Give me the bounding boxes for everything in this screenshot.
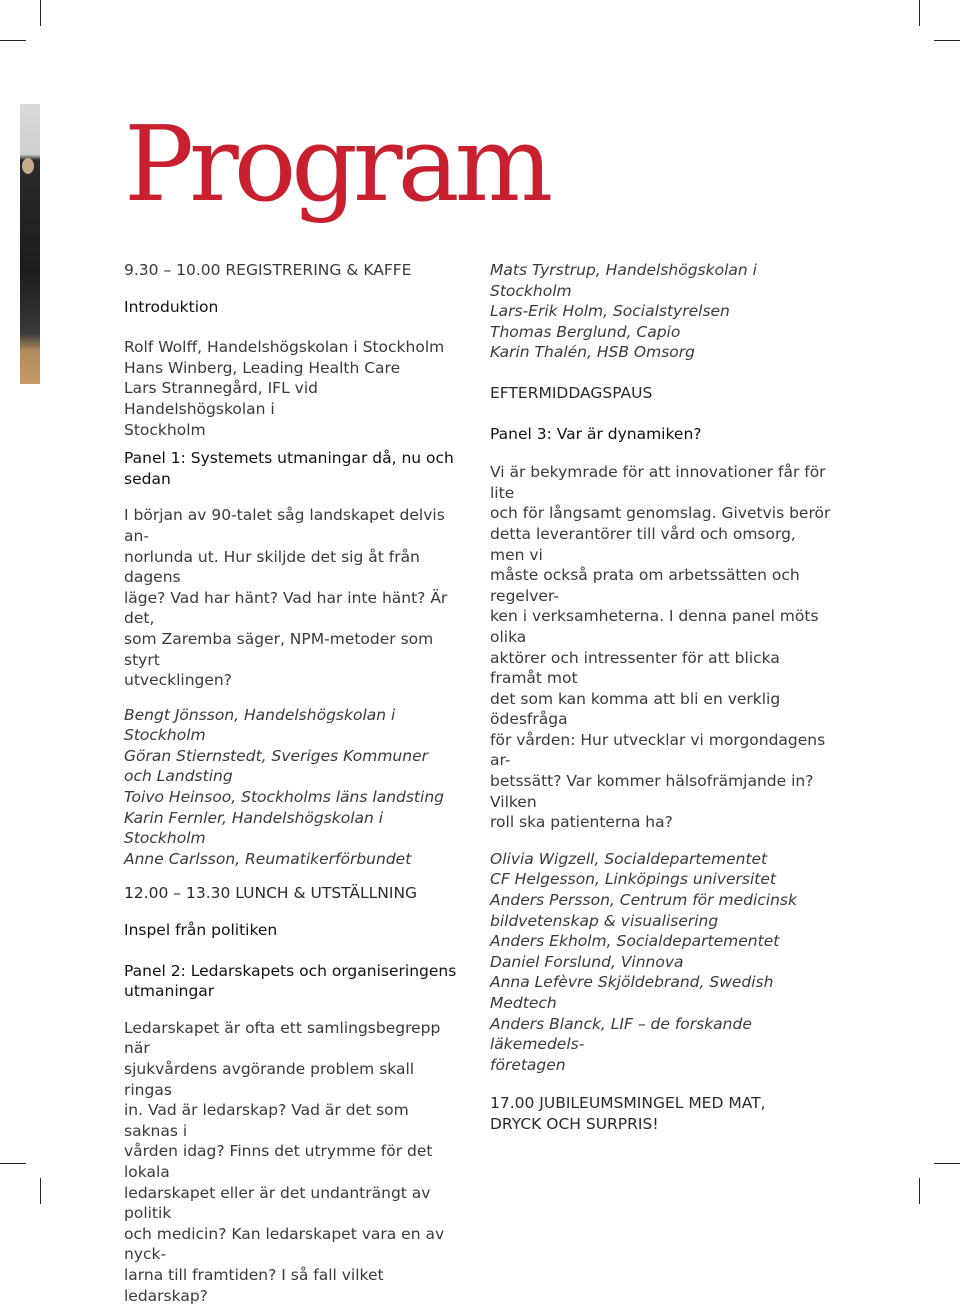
left-column (124, 260, 464, 1306)
text-line: utvecklingen? (124, 671, 232, 690)
text-line: betssätt? Var kommer hälsofrämjande in? Vilken (490, 772, 814, 811)
speaker-line: Lars Strannegård, IFL vid Handelshögskolan i (124, 379, 318, 418)
panel2-text (124, 1018, 464, 1306)
photo-person (22, 158, 34, 174)
speaker-line: Mats Tyrstrup, Handelshögskolan i Stockholm (490, 261, 757, 300)
speaker-line: företagen (490, 1055, 566, 1074)
text-line: detta leverantörer till vård och omsorg, men vi (490, 524, 796, 564)
crop-mark (919, 0, 920, 26)
panel1-heading: Panel 1: Systemets utmaningar då, nu och sedan (124, 449, 454, 488)
heading-line: Panel 2: Ledarskapets och organiseringens (124, 961, 457, 980)
panel2-heading (124, 961, 464, 1002)
politics-heading: Inspel från politiken (124, 921, 278, 940)
text-line: roll ska patienterna ha? (490, 813, 673, 832)
panel3-heading: Panel 3: Var är dynamiken? (490, 424, 702, 443)
text-line: vården idag? Finns det utrymme för det lokala (124, 1142, 433, 1181)
intro-speakers (124, 337, 464, 440)
right-column (490, 260, 835, 1135)
heading-line: utmaningar (124, 982, 215, 1001)
closing-mingle (490, 1093, 835, 1134)
text-line: in. Vad är ledarskap? Vad är det som saknas i (124, 1101, 409, 1140)
speaker-line: Olivia Wigzell, Socialdepartementet (490, 849, 768, 868)
speaker-line: Toivo Heinsoo, Stockholms läns landsting (124, 788, 444, 807)
speaker-line: Anders Persson, Centrum för medicinsk (490, 891, 797, 910)
intro-heading: Introduktion (124, 297, 219, 316)
text-line: aktörer och intressenter för att blicka framåt mot (490, 648, 780, 688)
speaker-line: Thomas Berglund, Capio (490, 322, 681, 341)
closing-line: 17.00 JUBILEUMSMINGEL MED MAT, (490, 1094, 766, 1113)
text-line: Vi är bekymrade för att innovationer får för lite (490, 463, 826, 502)
crop-mark (0, 40, 26, 41)
speaker-line: Karin Fernler, Handelshögskolan i Stockholm (124, 808, 384, 848)
crop-mark (40, 1178, 41, 1204)
text-line: ledarskapet eller är det undanträngt av politik (124, 1183, 431, 1223)
speaker-line: Stockholm (124, 420, 206, 439)
text-line: som Zaremba säger, NPM-metoder som styrt (124, 629, 434, 669)
registration-time: 9.30 – 10.00 REGISTRERING & KAFFE (124, 261, 412, 279)
speaker-line: Anders Ekholm, Socialdepartementet (490, 932, 780, 951)
speaker-line: Anne Carlsson, Reumatikerförbundet (124, 849, 412, 868)
text-line: måste också prata om arbetssätten och regelver- (490, 566, 800, 605)
crop-mark (934, 40, 960, 41)
text-line: ken i verksamheterna. I denna panel möts olika (490, 607, 819, 646)
speaker-line: Anders Blanck, LIF – de forskande läkemedels- (490, 1014, 752, 1054)
closing-line: DRYCK OCH SURPRIS! (490, 1114, 659, 1133)
panel1-text (124, 505, 464, 690)
speaker-line: Anna Lefèvre Skjöldebrand, Swedish Medtech (490, 973, 774, 1012)
lunch-time: 12.00 – 13.30 LUNCH & UTSTÄLLNING (124, 884, 418, 903)
crop-mark (934, 1163, 960, 1164)
page-title: Program (124, 103, 549, 225)
speaker-line: Bengt Jönsson, Handelshögskolan i Stockholm (124, 705, 396, 745)
speaker-line: Daniel Forslund, Vinnova (490, 952, 684, 971)
afternoon-break: EFTERMIDDAGSPAUS (490, 383, 653, 402)
text-line: och för långsamt genomslag. Givetvis berör (490, 504, 831, 523)
crop-mark (40, 0, 41, 26)
text-line: för vården: Hur utvecklar vi morgondagens ar- (490, 730, 826, 770)
panel3-speakers (490, 849, 835, 1076)
text-line: larna till framtiden? I så fall vilket ledarskap? (124, 1265, 384, 1305)
photo-strip (20, 104, 40, 384)
text-line: det som kan komma att bli en verklig ödesfråga (490, 689, 781, 729)
speaker-line: Hans Winberg, Leading Health Care (124, 358, 401, 377)
crop-mark (0, 1163, 26, 1164)
text-line: norlunda ut. Hur skiljde det sig åt från dagens (124, 547, 420, 587)
speaker-line: bildvetenskap & visualisering (490, 911, 719, 930)
speaker-line: Karin Thalén, HSB Omsorg (490, 343, 695, 362)
speaker-line: CF Helgesson, Linköpings universitet (490, 870, 776, 889)
panel3-text (490, 462, 835, 833)
text-line: Ledarskapet är ofta ett samlingsbegrepp när (124, 1018, 441, 1058)
speaker-line: Göran Stiernstedt, Sveriges Kommuner (124, 746, 428, 765)
text-line: I början av 90-talet såg landskapet delvis an- (124, 506, 445, 545)
speaker-line: Rolf Wolff, Handelshögskolan i Stockholm (124, 338, 445, 357)
text-line: och medicin? Kan ledarskapet vara en av nyck- (124, 1224, 445, 1264)
speaker-line: Lars-Erik Holm, Socialstyrelsen (490, 302, 730, 321)
text-line: läge? Vad har hänt? Vad har inte hänt? Är det, (124, 588, 448, 628)
crop-mark (919, 1178, 920, 1204)
text-line: sjukvårdens avgörande problem skall ringas (124, 1060, 415, 1099)
panel1-speakers (124, 705, 464, 870)
speaker-line: och Landsting (124, 767, 233, 786)
panel2-speakers (490, 260, 835, 363)
